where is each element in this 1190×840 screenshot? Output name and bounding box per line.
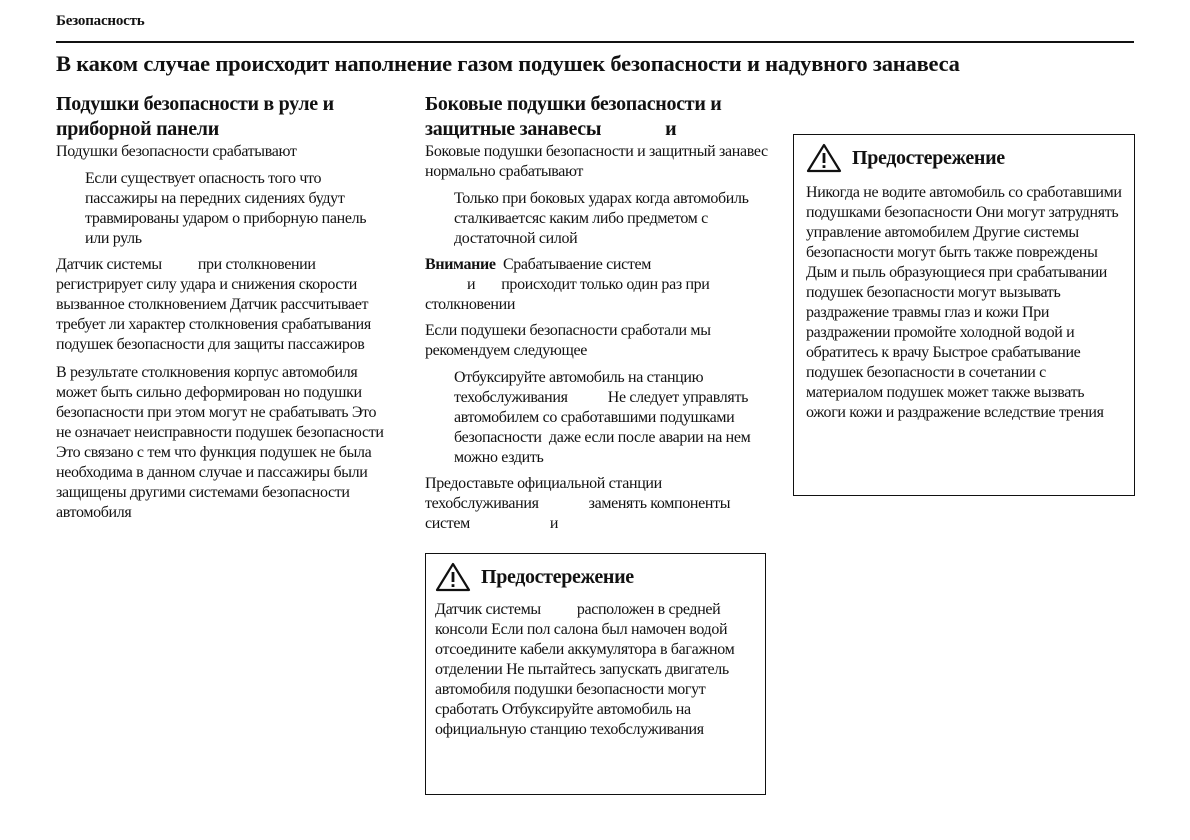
middle-service-part1: Предоставьте официальной станции техобслуживания: [425, 475, 662, 512]
middle-heading: [425, 92, 770, 142]
warning-header: [806, 143, 1122, 173]
middle-tow-advice: Отбуксируйте автомобиль на станцию техобслуживания Не следует управлять автомобилем со сработавшими подушками безопасности даже если после аварии на нем можно ездить: [454, 369, 755, 466]
warning-sensor-text: [435, 600, 756, 740]
middle-recommend: Если подушеки безопасности сработали мы рекомендуем следующее: [425, 322, 711, 359]
page-title: В каком случае происходит наполнение газом подушек безопасности и надувного занавеса: [56, 51, 960, 76]
section-label: Безопасность: [56, 13, 145, 29]
warning-driving-text: Никогда не водите автомобиль со сработавшими подушками безопасности Они могут затруднять управление автомобилем Другие системы безопасности могут быть также повреждены Дым и пыль образующиеся при срабатывании подушек безопасности могут вызывать раздражение травмы глаз и кожи При раздражении промойте холодной водой и обратитесь к врачу Быстрое срабатывание подушек безопасности в сочетании с материалом подушек может также вызвать ожоги кожи и раздражение вследствие трения: [806, 184, 1122, 421]
left-sensor-part2: при столкновении регистрирует силу удара и снижения скорости вызванное столкновением Датчик рассчитывает требует ли характер столкновения срабатывания подушек безопасности для защиты пассажиров: [56, 256, 371, 353]
left-sensor-paragraph: [56, 255, 388, 355]
attention-text-a: Срабатываение систем: [502, 256, 652, 273]
warning-sensor-text-b: расположен в средней консоли Если пол салона был намочен водой отсоедините кабели аккумулятора в багажном отделении Не пытайтесь запускать двигатель автомобиля подушки безопасности могут сработать Отбуксируйте автомобиль на официальную станцию техобслуживания: [435, 601, 735, 738]
warning-triangle-icon: [435, 562, 471, 592]
warning-title: Предостережение: [852, 147, 1005, 169]
left-condition: Если существует опасность того что пассажиры на передних сидениях будут травмированы ударом о приборную панель или руль: [85, 170, 367, 247]
left-intro: Подушки безопасности срабатывают: [56, 143, 297, 160]
left-heading: Подушки безопасности в руле и приборной панели: [56, 93, 334, 140]
header-rule: [56, 41, 1134, 43]
left-column: [56, 92, 388, 523]
middle-column: [425, 92, 770, 534]
warning-box-driving: [793, 134, 1135, 496]
middle-service-and: и: [549, 515, 559, 532]
left-sensor-part1: Датчик системы: [56, 256, 162, 273]
warning-header: [435, 562, 756, 592]
attention-note: [425, 255, 770, 315]
warning-title: Предостережение: [481, 566, 634, 588]
warning-triangle-icon: [806, 143, 842, 173]
middle-condition: Только при боковых ударах когда автомобиль сталкиваетсяс каким либо предметом с достаточной силой: [454, 190, 749, 247]
warning-box-sensor: [425, 553, 766, 795]
middle-heading-text: Боковые подушки безопасности и защитные занавесы: [425, 93, 722, 140]
attention-text-b: происходит только один раз при столкновении: [425, 276, 710, 313]
warning-sensor-text-a: Датчик системы: [435, 601, 541, 618]
middle-heading-and: и: [665, 118, 677, 140]
middle-intro: Боковые подушки безопасности и защитный занавес нормально срабатывают: [425, 143, 768, 180]
middle-service: [425, 474, 770, 534]
left-deformation: В результате столкновения корпус автомобиля может быть сильно деформирован но подушки безопасности при этом могут не срабатывать Это не означает неисправности подушек безопасности Это связано с тем что функция подушек не была необходима в данном случае и пассажиры были защищены другими системами безопасности автомобиля: [56, 364, 384, 521]
middle-service-part2: заменять компоненты систем: [425, 495, 731, 532]
attention-and: и: [467, 276, 476, 293]
attention-label: Внимание: [425, 256, 496, 273]
